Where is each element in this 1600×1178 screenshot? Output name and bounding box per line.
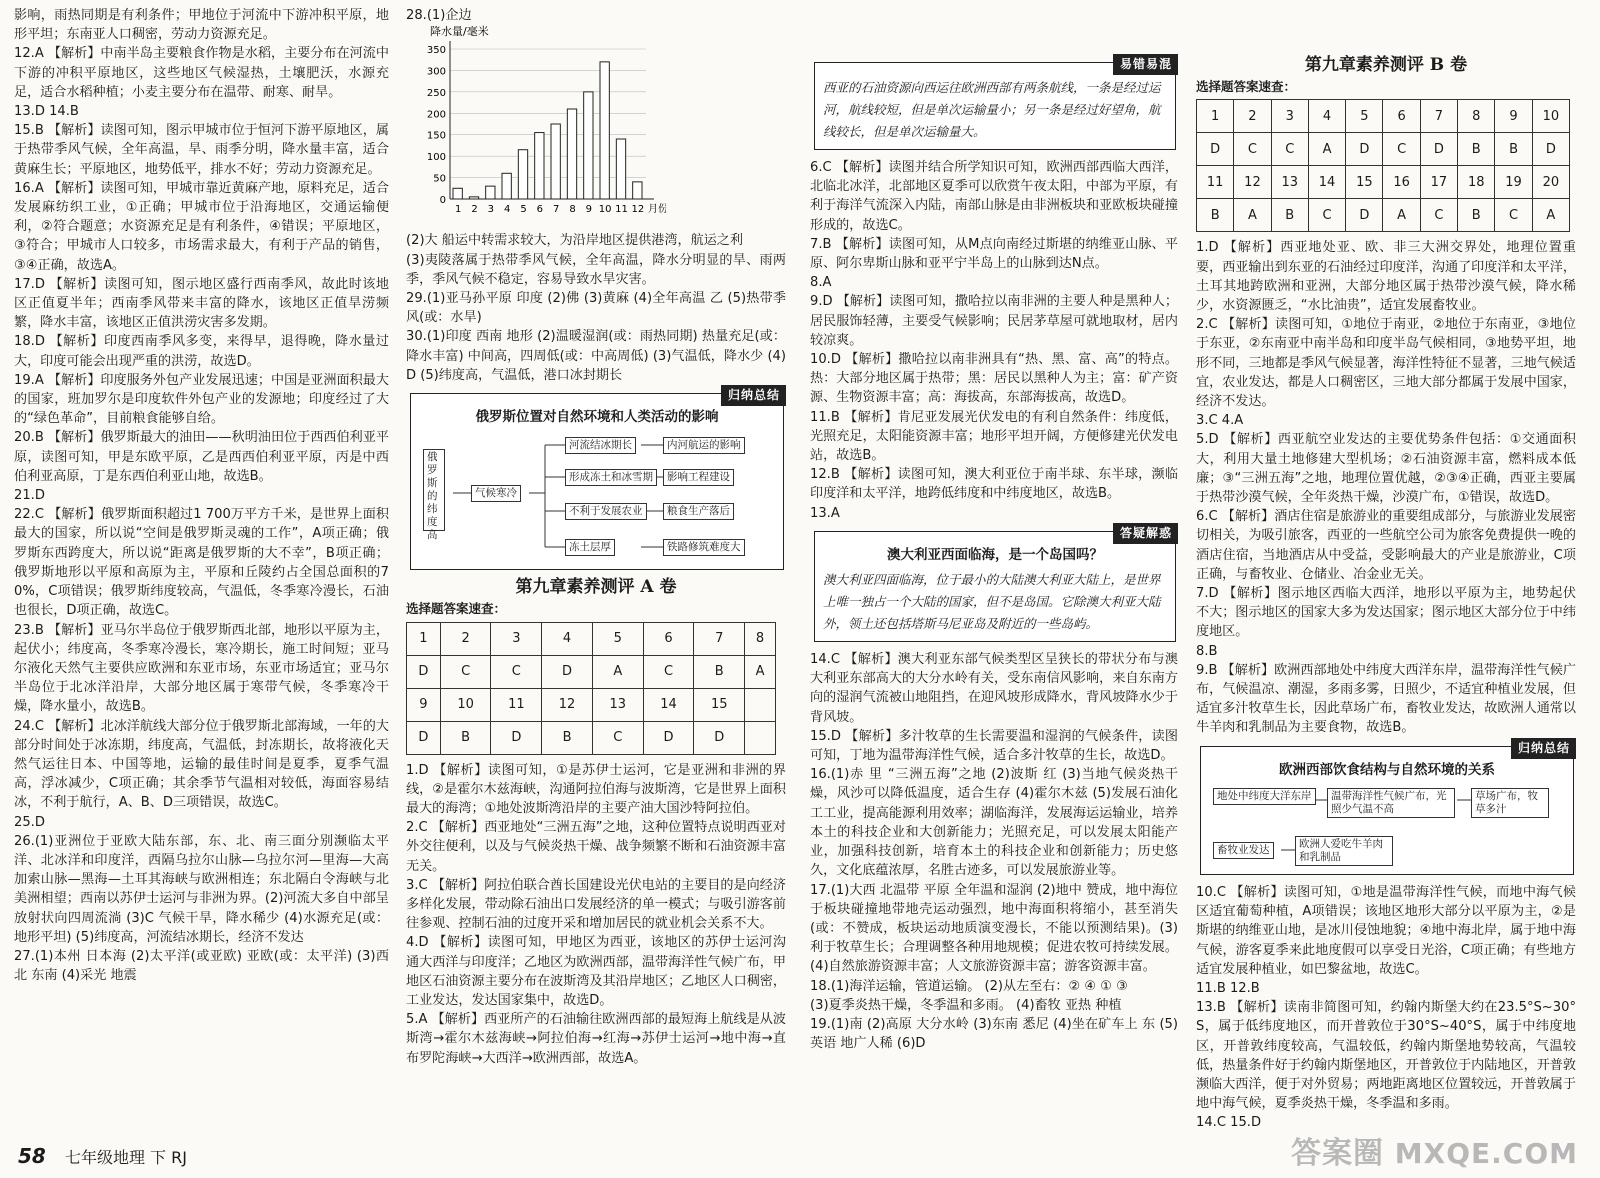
answer-a-0: 1.D 【解析】读图可知，①是苏伊士运河，它是亚洲和非洲的界线，②是霍尔木兹海峡，沟通阿拉伯海与波斯湾，它是世界上面积最大的海湾；①地处波斯湾沿岸的主要产油大国沙特阿拉伯。: [406, 762, 786, 817]
answer-item-1: 12.A 【解析】中南半岛主要粮食作物是水稻，主要分布在河流中下游的冲积平原地区，这些地区气候湿热，土壤肥沃，水源充足，适合水稻种植；小麦主要分布在温带、耐寒、耐旱。: [14, 46, 389, 100]
chart-ytick: 200: [426, 109, 446, 121]
answer-c3-3: 9.D 【解析】读图可知，撒哈拉以南非洲的主要人种是黑种人；居民服饰轻薄，主要受气候影响；民居茅草屋可就地取材，居内较凉爽。: [810, 294, 1178, 348]
flow-b-b: 温带海洋性气候广布，光照少气温不高: [1327, 788, 1455, 818]
answer-c3-6: 12.B 【解析】读图可知，澳大利亚位于南半球、东半球，濒临印度洋和太平洋，地跨低纬度和中纬度地区，故选B。: [810, 467, 1178, 502]
q28-part-0: (2)大 船运中转需求较大，为沿岸地区提供港湾，航运之利: [406, 233, 743, 249]
flow-b1: 形成冻土和冰雪期: [565, 469, 657, 486]
key-cell: C: [592, 721, 643, 754]
key-cell: C: [491, 655, 542, 688]
chart-bar: [584, 92, 593, 199]
qa-box-australia: [814, 525, 1176, 642]
key-cell: 9: [407, 688, 441, 721]
key-cell: 7: [1420, 100, 1457, 133]
chart-bar: [502, 173, 511, 199]
key-cell: B: [694, 655, 745, 688]
qa-banner: 答疑解惑: [1113, 523, 1178, 544]
column-2: [406, 6, 786, 1138]
key-cell: [745, 721, 776, 754]
answers-a: [406, 761, 786, 1068]
key-row: [1197, 100, 1570, 133]
answer-item-8: 20.B 【解析】俄罗斯最大的油田——秋明油田位于西西伯利亚平原，读图可知，甲是东欧平原，乙是西西伯利亚平原，丙是中西伯利亚高原，丁是东西伯利亚山地，故选B。: [14, 430, 389, 484]
answer-item-10: 22.C 【解析】俄罗斯面积超过1 700万平方千米，是世界上面积最大的国家，所以说“空间是俄罗斯灵魂的工作”，A项正确；俄罗斯东西跨度大，所以说“距离是俄罗斯的大不幸”，B项正确；俄罗斯地形以平原和高原为主，平原和丘陵约占全国总面积的70%，C项错误；俄罗斯纬度较高，气温低，冬季寒冷漫长，石油也很长，D项正确，故选C。: [14, 507, 389, 619]
precipitation-bar-chart: [406, 25, 666, 225]
answer-b-4: 6.C 【解析】酒店住宿是旅游业的重要组成部分，与旅游业发展密切相关，为吸引旅客，西亚的一些航空公司为旅客免费提供一晚的酒店住宿，当地酒店从中受益，受影响最大的产业是旅游业，C项正确，与畜牧业、仓储业、冶金业无关。: [1196, 509, 1576, 582]
watermark: [1291, 1128, 1578, 1172]
key-cell: D: [542, 655, 593, 688]
key-cell: 20: [1532, 166, 1569, 199]
answer-b-5: 7.D 【解析】图示地区西临大西洋，地形以平原为主，地势起伏不大；图示地区的国家大多为发达国家；图示地区大部分位于中纬度地区。: [1196, 586, 1576, 640]
answers-c3-part1: [810, 158, 1178, 523]
tip-banner: 易错易混: [1113, 54, 1178, 75]
key-cell: D: [1346, 133, 1383, 166]
chart-bar: [633, 182, 642, 199]
qa-text: 澳大利亚四面临海，位于最小的大陆澳大利亚大陆上，是世界上唯一独占一个大陆的国家，但不是岛国。它除澳大利亚大陆外，领土还包括塔斯马尼亚岛及附近的一些岛屿。: [823, 572, 1161, 632]
flow-b-a: 地处中纬度大洋东岸: [1213, 788, 1316, 805]
answer-a-4: 5.A 【解析】西亚所产的石油输往欧洲西部的最短海上航线是从波斯湾→霍尔木兹海峡→阿拉伯海→红海→苏伊士运河→地中海→直布罗陀海峡→大西洋→欧洲西部，故选A。: [406, 1012, 786, 1066]
chapter-title-b: 第九章素养测评 B 卷: [1304, 55, 1468, 75]
summary-box-europe: [1200, 740, 1574, 875]
column-4: [1196, 6, 1576, 1138]
key-cell: 5: [592, 622, 643, 655]
chart-bar: [486, 186, 495, 199]
key-cell: D: [1346, 199, 1383, 232]
key-row: [407, 688, 776, 721]
key-cell: C: [1420, 199, 1457, 232]
watermark-cn: 答案圈: [1291, 1136, 1385, 1171]
key-cell: D: [1532, 133, 1569, 166]
key-cell: 13: [592, 688, 643, 721]
q30: 30.(1)印度 西南 地形 (2)温暖湿润(或：雨热同期) 热量充足(或：降水丰富) 中间高，四周低(或：中高周低) (3)气温低，降水少 (4)D (5)纬度高，气温低，港口冰封期长: [406, 329, 786, 383]
answer-b-1: 2.C 【解析】读图可知，①地位于南亚，②地位于东南亚，③地位于东亚，②东南亚中南半岛和印度半岛气候相同，③地势平坦，地形不同，三地都是季风气候显著，海洋性特征不显著，三地气候适宜，农业发达，都是人口稠密区，三地大部分都属于发展中国家，经济不发达。: [1196, 317, 1576, 410]
chart-bar: [567, 109, 576, 199]
key-cell: D: [643, 721, 694, 754]
answer-item-2: 13.D 14.B: [14, 104, 79, 120]
key-cell: A: [745, 655, 776, 688]
answer-item-3: 15.B 【解析】读图可知，图示甲城市位于恒河下游平原地区，属于热带季风气候，全年高温，旱、雨季分明，降水量丰富，适合黄麻生长；平原地区，地势低平，排水不好；劳动力资源充足。: [14, 123, 389, 177]
flow-b-e: 欧洲人爱吃牛羊肉和乳制品: [1295, 836, 1393, 866]
flow-a1: 河流结冰期长: [565, 437, 636, 454]
key-row: [407, 622, 776, 655]
key-cell: 7: [694, 622, 745, 655]
chart-ytick: 250: [426, 88, 446, 100]
book-title: 七年级地理 下 RJ: [64, 1148, 187, 1167]
key-cell: 10: [440, 688, 491, 721]
summary-title: 俄罗斯位置对自然环境和人类活动的影响: [475, 409, 719, 426]
answer-b2-3: 14.C 15.D: [1196, 1115, 1262, 1131]
key-cell: 12: [1234, 166, 1271, 199]
chart-bar: [616, 139, 625, 199]
key-cell: C: [643, 655, 694, 688]
key-row: [407, 655, 776, 688]
answer-b-0: 1.D 【解析】西亚地处亚、欧、非三大洲交界处，地理位置重要，西亚输出到东亚的石油经过印度洋，沟通了印度洋和太平洋，土耳其地跨欧洲和亚洲，大部分地区属于热带沙漠气候，降水稀少，水资源匮乏，“水比油贵”，适宜发展畜牧业。: [1196, 240, 1576, 314]
chart-ytick: 350: [426, 45, 446, 57]
answer-a-1: 2.C 【解析】西亚地处“三洲五海”之地，这种位置特点说明西亚对外交往便利，以及与气候炎热干燥、战争频繁不断和石油资源丰富无关。: [406, 820, 786, 874]
answer-c3-4: 10.D 【解析】撒哈拉以南非洲具有“热、黑、富、高”的特点。热：大部分地区属于热带；黑：居民以黑种人为主；富：矿产资源、生物资源丰富；高：海拔高，东部海拔高，故选D。: [810, 352, 1178, 406]
key-cell: A: [1383, 199, 1420, 232]
answer-c3b-1: 15.D 【解析】多汁牧草的生长需要温和湿润的气候条件，读图可知，丁地为温带海洋性气候，适合多汁牧草的生长，故选D。: [810, 728, 1178, 764]
chart-xtick: 7: [552, 204, 560, 216]
key-cell: C: [1495, 199, 1532, 232]
key-cell: 11: [491, 688, 542, 721]
tip-box-routes: [814, 57, 1176, 150]
key-row: [1197, 166, 1570, 199]
key-cell: B: [1458, 199, 1495, 232]
key-cell: 15: [1346, 166, 1383, 199]
q28-part-1: (3)夷陵落属于热带季风气候，全年高温，降水分明显的旱、雨两季，季风气候不稳定，容易导致水旱灾害。: [406, 252, 786, 287]
chart-ytick: 0: [439, 195, 446, 207]
answer-b2-0: 10.C 【解析】读图可知，①地是温带海洋性气候，而地中海气候区适宜葡萄种植，A项错误；该地区地形大部分以平原为主，②是斯堪的纳维亚山地，是冰川侵蚀地貌；④地中海北岸，属于地中海气候，游客夏季来此地度假可以享受日光浴，C项正确；有些地方适宜发展种植业，如巴黎盆地，故选C。: [1196, 884, 1576, 977]
key-cell: 4: [542, 622, 593, 655]
key-cell: B: [1271, 199, 1308, 232]
answer-item-15: 27.(1)本州 日本海 (2)太平洋(或亚欧) 亚欧(或：太平洋) (3)西北 东南 (4)采光 地震: [14, 948, 389, 984]
answer-key-label-a: 选择题答案速查：: [406, 601, 507, 617]
key-cell: B: [542, 721, 593, 754]
key-cell: D: [694, 721, 745, 754]
answer-b-3: 5.D 【解析】西亚航空业发达的主要优势条件包括：①交通面积大，利用大量土地修建大型机场；②石油资源丰富，燃料成本低廉；③“三洲五海”之地，地理位置优越，②③④正确，西亚主要属于热带沙漠气候，全年炎热干燥，沙漠广布，①错误，故选D。: [1196, 432, 1576, 506]
answer-item-11: 23.B 【解析】亚马尔半岛位于俄罗斯西北部，地形以平原为主，起伏小；纬度高，冬季寒冷漫长，寒冷期长，施工时间短；亚马尔液化天然气主要供应欧洲和东亚市场，东亚市场适宜；亚马尔半岛位于北冰洋沿岸，大部分地区属于寒带气候，冬季寒冷干燥，降水量小，故选B。: [14, 622, 389, 715]
answer-c3-1: 7.B 【解析】读图可知，从M点向南经过斯堪的纳维亚山脉、平原、阿尔卑斯山脉和亚平宁半岛上的山脉到达N点。: [810, 236, 1178, 272]
key-cell: 19: [1495, 166, 1532, 199]
chart-ytick: 300: [426, 66, 446, 78]
chart-xtick: 12: [631, 204, 645, 216]
key-cell: 1: [1197, 100, 1234, 133]
page-number: 58: [18, 1144, 46, 1168]
answer-b-7: 9.B 【解析】欧洲西部地处中纬度大西洋东岸，温带海洋性气候广布，气候温凉、潮湿，多雨多雾，日照少，不适宜种植业发展，但适宜多汁牧草生长，因此草场广布，畜牧业发达，故欧洲人通常以牛羊肉和乳制品为主要食物，故选B。: [1196, 662, 1576, 736]
key-cell: B: [1458, 133, 1495, 166]
chart-ytick: 100: [426, 152, 446, 164]
flow-b-c: 草场广布，牧草多汁: [1471, 788, 1549, 818]
key-cell: 15: [694, 688, 745, 721]
key-cell: 18: [1458, 166, 1495, 199]
chart-xtick: 10: [598, 204, 612, 216]
key-cell: C: [440, 655, 491, 688]
watermark-en: MXQE.COM: [1394, 1137, 1578, 1170]
key-cell: B: [440, 721, 491, 754]
key-cell: D: [1197, 133, 1234, 166]
chart-bar: [469, 197, 478, 199]
key-row: [407, 721, 776, 754]
answer-c3b-2: 16.(1)赤 里 “三洲五海”之地 (2)波斯 红 (3)当地气候炎热干燥，风沙可以降低温度，适合生存 (4)霍尔木兹 (5)发展石油化工工业，提高能源利用效率；湖临海洋，发展海运运输业，培养本土的科技企业和大创新能力；光照充足，可以发展太阳能产业，加强科技创新，培育本土的科技企业和创新能力；历史悠久，文化底蕴浓厚，名胜古迹多，可以发展旅游业等。: [810, 767, 1178, 879]
key-cell: 3: [1271, 100, 1308, 133]
page-footer: [18, 1144, 187, 1168]
chart-xtick: 11: [615, 204, 628, 216]
key-cell: 8: [745, 622, 776, 655]
column-3: [810, 6, 1178, 1138]
flow-b2: 影响工程建设: [663, 469, 734, 486]
chart-bar: [535, 133, 544, 199]
chart-xtick: 8: [569, 204, 576, 216]
flow-c1: 不利于发展农业: [565, 503, 647, 520]
summary-banner: 归纳总结: [721, 385, 786, 406]
answer-c3b-0: 14.C 【解析】澳大利亚东部气候类型区呈狭长的带状分布与澳大利亚东部高大的大分水岭有关，受东南信风影响，来自东南方向的湿润气流被山地阻挡，在迎风坡形成降水，背风坡降水少于背风坡。: [810, 652, 1178, 725]
answer-key-label-b: 选择题答案速查：: [1196, 79, 1297, 95]
key-row: [1197, 133, 1570, 166]
answer-item-13: 25.D: [14, 814, 45, 830]
answer-key-table-a: [406, 622, 776, 755]
key-cell: 17: [1420, 166, 1457, 199]
answers-b-part2: [1196, 883, 1576, 1133]
q28-label: 28.(1)企边: [406, 8, 472, 23]
key-cell: 14: [1308, 166, 1345, 199]
q28-rest: [406, 231, 786, 289]
key-cell: 16: [1383, 166, 1420, 199]
chart-bar: [518, 150, 527, 199]
key-cell: C: [1271, 133, 1308, 166]
answer-a-2: 3.C 【解析】阿拉伯联合酋长国建设光伏电站的主要目的是向经济多样化发展，带动除石油出口发展经济的单一模式；与吸引游客前往参观、控制石油的过度开采和增加居民的就业机会关系不大。: [406, 877, 786, 932]
answer-b2-2: 13.B 【解析】读南非简图可知，约翰内斯堡大约在23.5°S~30°S，属于低纬度地区，而开普敦位于30°S~40°S，属于中纬度地区，开普敦纬度较高，气温较低，约翰内斯堡地势较高，气温较低，热量条件好于约翰内斯堡地区，开普敦位于内陆地区，开普敦濒临大西洋，便于对外贸易；两地距离地区位置较远，开普敦属于地中海气候，夏季炎热干燥，冬季温和多雨。: [1196, 1000, 1576, 1112]
column-1: [14, 6, 389, 1138]
answer-c3-0: 6.C 【解析】读图并结合所学知识可知，欧洲西部西临大西洋，北临北冰洋，北部地区夏季可以欣赏午夜太阳，中部为平原，有利于海洋气流深入内陆，南部山脉是由非洲板块和亚欧板块碰撞形成的，故选C。: [810, 160, 1178, 233]
chart-xtick: 6: [536, 204, 544, 216]
key-cell: 2: [1234, 100, 1271, 133]
answer-c3b-6: 19.(1)南 (2)高原 大分水岭 (3)东南 悉尼 (4)坐在矿车上 东 (5)英语 地广人稀 (6)D: [810, 1016, 1178, 1052]
flow-diagram-russia: [419, 431, 775, 563]
key-cell: 14: [643, 688, 694, 721]
key-cell: C: [1234, 133, 1271, 166]
summary-banner-b: 归纳总结: [1511, 738, 1576, 759]
key-cell: B: [1495, 133, 1532, 166]
chart-bar: [600, 62, 609, 199]
tip-text: 西亚的石油资源向西运往欧洲西部有两条航线，一条是经过运河，航线较短，但是单次运输量小；另一条是经过好望角，航线较长，但是单次运输量大。: [823, 80, 1161, 139]
key-cell: 10: [1532, 100, 1569, 133]
answer-c3-5: 11.B 【解析】肯尼亚发展光伏发电的有利自然条件：纬度低，光照充足，太阳能资源丰富；地形平坦开阔，方便修建光伏发电站，故选B。: [810, 409, 1178, 464]
key-cell: C: [1308, 199, 1345, 232]
key-cell: D: [1420, 133, 1457, 166]
answer-item-4: 16.A 【解析】读图可知，甲城市靠近黄麻产地，原料充足，适合发展麻纺织工业，①正确；甲城市位于沿海地区，交通运输便利，②符合题意；水资源充足是有利条件，④错误；平原地区，③符合；甲城市人口较多，市场需求最大，有利于产品的销售，③④正确，故选A。: [14, 180, 389, 273]
chart-xtick: 5: [520, 204, 527, 216]
chart-ytick: 150: [426, 130, 446, 142]
answer-item-0: 影响，雨热同期是有利条件；甲地位于河流中下游冲积平原，地形平坦；东南亚人口稠密，劳动力资源充足。: [14, 8, 389, 43]
key-cell: D: [491, 721, 542, 754]
answer-b-2: 3.C 4.A: [1196, 413, 1244, 429]
answer-item-6: 18.D 【解析】印度西南季风多变，来得早，退得晚，降水量过大，印度可能会出现严重的洪涝，故选D。: [14, 334, 389, 369]
answer-b-6: 8.B: [1196, 643, 1218, 659]
answer-b2-1: 11.B 12.B: [1196, 980, 1260, 996]
answer-c3-7: 13.A: [810, 505, 840, 521]
answers-b-part1: [1196, 238, 1576, 737]
answer-item-14: 26.(1)亚洲位于亚欧大陆东部，东、北、南三面分别濒临太平洋、北冰洋和印度洋，西隔乌拉尔山脉—乌拉尔河—里海—大高加索山脉—黑海—土耳其海峡与欧洲相连；东北隔白令海峡与北美洲相望；西南以苏伊士运河与非洲为界。(2)河流大多自中部呈放射状向四周流淌 (3)C 气候干旱，降水稀少 (4)水源充足(或：地形平坦) (5)纬度高，河流结冰期长，经济不发达: [14, 833, 389, 945]
key-cell: [745, 688, 776, 721]
answer-item-9: 21.D: [14, 488, 45, 504]
answer-key-table-b: [1196, 99, 1570, 232]
key-cell: 6: [1383, 100, 1420, 133]
key-row: [1197, 199, 1570, 232]
answers-c3-part2: [810, 650, 1178, 1053]
key-cell: 5: [1346, 100, 1383, 133]
chart-ytick: 50: [433, 173, 446, 185]
answer-c3b-3: 17.(1)大西 北温带 平原 全年温和湿润 (2)地中 赞成，地中海位于板块碰撞地带地壳运动强烈，地中海面积将缩小，甚至消失(或：不赞成，板块运动地质演变漫长，不能以预测结果)。(3)利于牧草生长；合理调整各种用地规模；促进农牧可持续发展。(4)自然旅游资源丰富；人文旅游资源丰富；游客资源丰富。: [810, 882, 1178, 975]
chart-xtick: 2: [471, 204, 478, 216]
key-cell: A: [592, 655, 643, 688]
flow-b-d: 畜牧业发达: [1213, 842, 1274, 859]
key-cell: A: [1308, 133, 1345, 166]
answer-item-7: 19.A 【解析】印度服务外包产业发展迅速；中国是亚洲面积最大的国家，班加罗尔是印度软件外包产业的发源地；印度经过了大的“绿色革命”，目前粮食能够自给。: [14, 372, 389, 427]
key-cell: D: [407, 721, 441, 754]
chart-xtick: 9: [585, 204, 593, 216]
flow-c2: 粮食生产落后: [663, 503, 734, 520]
chart-ylabel: 降水量/毫米: [430, 25, 489, 39]
flow-diagram-europe: [1209, 784, 1565, 868]
key-cell: 3: [491, 622, 542, 655]
chart-xtick: 1: [454, 204, 462, 216]
flow-d2: 铁路修筑难度大: [663, 539, 745, 556]
key-cell: 4: [1308, 100, 1345, 133]
flow-d1: 冻土层厚: [565, 539, 615, 556]
answer-item-12: 24.C 【解析】北冰洋航线大部分位于俄罗斯北部海域，一年的大部分时间处于冰冻期，纬度高，气温低，封冻期长，故将液化天然气运往日本、中国等地，运输的最佳时间是夏季，夏季气温高，浮冰减少，C项正确；其余季节气温相对较低，海面容易结冰，不利于航行，A、B、D三项错误，故选C。: [14, 718, 389, 811]
chart-bar: [551, 124, 560, 199]
answer-a-3: 4.D 【解析】读图可知，甲地区为西亚，该地区的苏伊士运河沟通大西洋与印度洋；乙地区为欧洲西部，温带海洋性气候广布，甲地区石油资源主要分布在波斯湾及其沿岸地区；乙地区人口稠密，工业发达，发达国家集中，故选D。: [406, 935, 786, 1009]
key-cell: 9: [1495, 100, 1532, 133]
key-cell: 11: [1197, 166, 1234, 199]
answer-c3b-5: (3)夏季炎热干燥，冬季温和多雨。 (4)畜牧 亚热 种植: [810, 997, 1122, 1013]
chart-bar: [453, 188, 462, 199]
key-cell: 1: [407, 622, 441, 655]
flow-a2: 内河航运的影响: [663, 437, 745, 454]
answer-c3-2: 8.A: [810, 275, 832, 291]
flow-mid: 气候寒冷: [471, 485, 521, 502]
key-cell: 6: [643, 622, 694, 655]
key-cell: 2: [440, 622, 491, 655]
chapter-title-a: 第九章素养测评 A 卷: [515, 577, 677, 598]
key-cell: 13: [1271, 166, 1308, 199]
key-cell: C: [1383, 133, 1420, 166]
chart-xtick: 3: [487, 204, 495, 216]
chart-xtick: 4: [503, 204, 511, 216]
answer-c3b-4: 18.(1)海洋运输，管道运输。 (2)从左至右：② ④ ① ③: [810, 978, 1128, 994]
key-cell: A: [1532, 199, 1569, 232]
q29: 29.(1)亚马孙平原 印度 (2)佛 (3)黄麻 (4)全年高温 乙 (5)热带季风(或：水旱): [406, 291, 786, 326]
key-cell: B: [1197, 199, 1234, 232]
key-cell: A: [1234, 199, 1271, 232]
answer-item-5: 17.D 【解析】读图可知，图示地区盛行西南季风，故此时该地区正值夏半年；西南季风带来丰富的降水，该地区正值旱涝频繁，降水丰富，该地区正值洪涝灾害多发期。: [14, 276, 389, 331]
summary-box-russia: [410, 388, 784, 570]
qa-title: 澳大利亚西面临海，是一个岛国吗？: [887, 546, 1103, 563]
key-cell: 12: [542, 688, 593, 721]
key-cell: 8: [1458, 100, 1495, 133]
chart-x-suffix: 月份: [648, 204, 666, 216]
key-cell: D: [407, 655, 441, 688]
summary-title-b: 欧洲西部饮食结构与自然环境的关系: [1279, 761, 1495, 778]
flow-left: 俄罗斯的纬度高: [423, 449, 445, 531]
